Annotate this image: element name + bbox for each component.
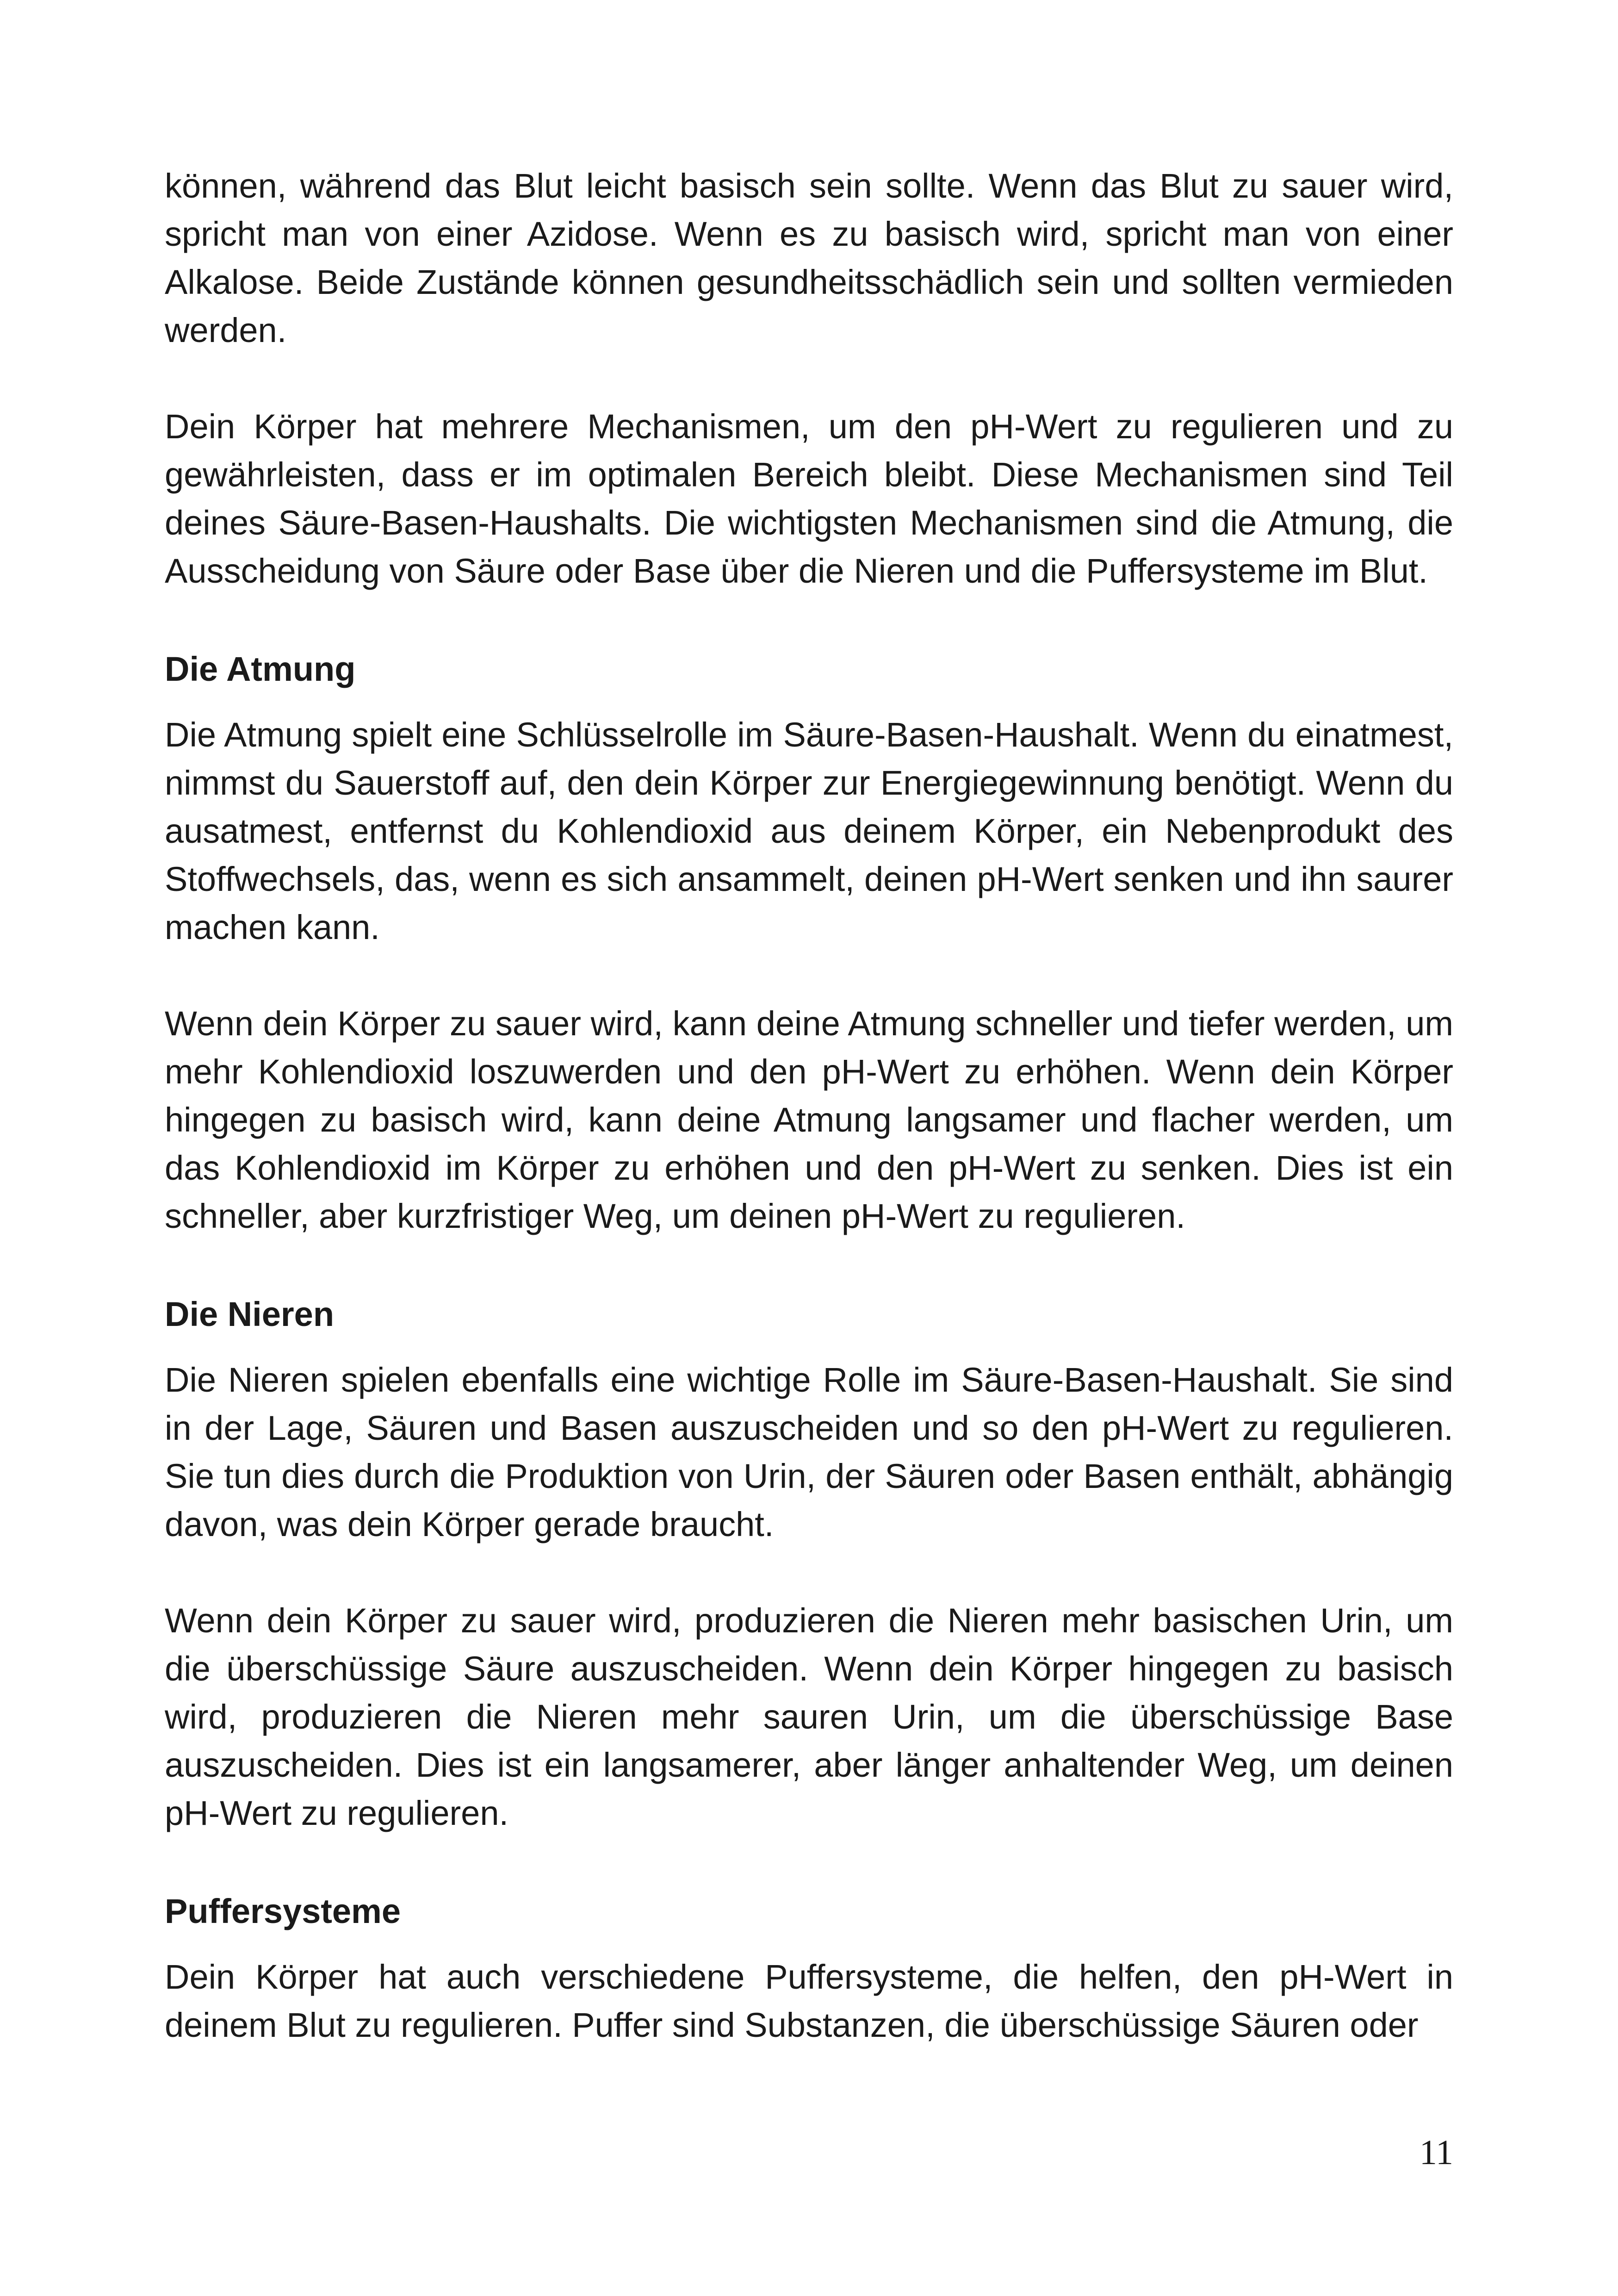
- page-number: 11: [1419, 2133, 1453, 2172]
- heading-puffersysteme: Puffersysteme: [165, 1892, 401, 1930]
- page-body: [165, 162, 1453, 2049]
- paragraph-atmung-2: Wenn dein Körper zu sauer wird, kann deine Atmung schneller und tiefer werden, um mehr Kohlendioxid loszuwerden und den pH-Wert zu erhöhen. Wenn dein Körper hingegen zu basisch wird, kann deine Atmung langsamer und flacher werden, um das Kohlendioxid im Körper zu erhöhen und den pH-Wert zu senken. Dies ist ein schneller, aber kurzfristiger Weg, um deinen pH-Wert zu regulieren.: [165, 1004, 1453, 1235]
- paragraph-nieren-1: Die Nieren spielen ebenfalls eine wichtige Rolle im Säure-Basen-Haushalt. Sie sind in der Lage, Säuren und Basen auszuscheiden und so den pH-Wert zu regulieren. Sie tun dies durch die Produktion von Urin, der Säuren oder Basen enthält, abhängig davon, was dein Körper gerade braucht.: [165, 1361, 1453, 1543]
- paragraph-atmung-1: Die Atmung spielt eine Schlüsselrolle im Säure-Basen-Haushalt. Wenn du einatmest, nimmst du Sauerstoff auf, den dein Körper zur Energiegewinnung benötigt. Wenn du ausatmest, entfernst du Kohlendioxid aus deinem Körper, ein Nebenprodukt des Stoffwechsels, das, wenn es sich ansammelt, deinen pH-Wert senken und ihn saurer machen kann.: [165, 716, 1453, 946]
- paragraph-nieren-2: Wenn dein Körper zu sauer wird, produzieren die Nieren mehr basischen Urin, um die überschüssige Säure auszuscheiden. Wenn dein Körper hingegen zu basisch wird, produzieren die Nieren mehr sauren Urin, um die überschüssige Base auszuscheiden. Dies ist ein langsamerer, aber länger anhaltender Weg, um deinen pH-Wert zu regulieren.: [165, 1601, 1453, 1832]
- paragraph-intro-2: Dein Körper hat mehrere Mechanismen, um den pH-Wert zu regulieren und zu gewährleisten, dass er im optimalen Bereich bleibt. Diese Mechanismen sind Teil deines Säure-Basen-Haushalts. Die wichtigsten Mechanismen sind die Atmung, die Ausscheidung von Säure oder Base über die Nieren und die Puffersysteme im Blut.: [165, 407, 1453, 590]
- heading-atmung: Die Atmung: [165, 650, 356, 688]
- paragraph-puffersysteme-1: Dein Körper hat auch verschiedene Puffersysteme, die helfen, den pH-Wert in deinem Blut zu regulieren. Puffer sind Substanzen, die überschüssige Säuren oder: [165, 1958, 1453, 2044]
- paragraph-intro-1: können, während das Blut leicht basisch sein sollte. Wenn das Blut zu sauer wird, spricht man von einer Azidose. Wenn es zu basisch wird, spricht man von einer Alkalose. Beide Zustände können gesundheitsschädlich sein und sollten vermieden werden.: [165, 167, 1453, 349]
- heading-nieren: Die Nieren: [165, 1295, 335, 1333]
